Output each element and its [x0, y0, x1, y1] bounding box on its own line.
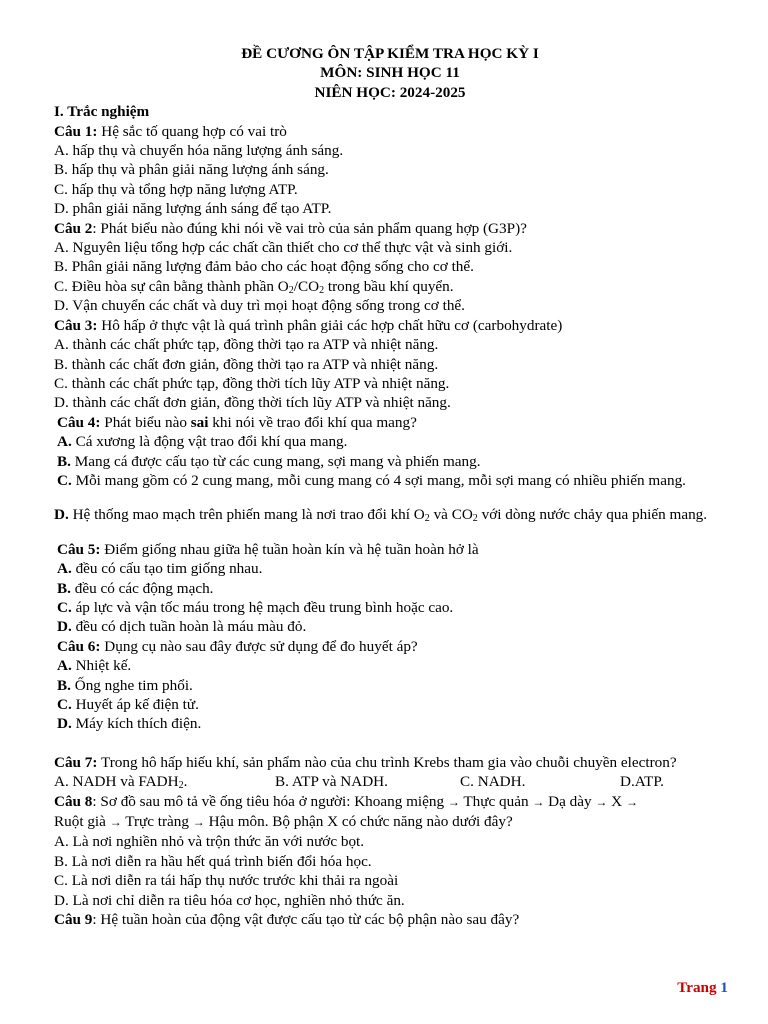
option-text: A. NADH và FADH	[54, 773, 179, 791]
option-text: đều có các động mạch.	[70, 579, 214, 597]
option-d: D.ATP.	[620, 773, 664, 791]
question-label: Câu 4:	[57, 413, 101, 431]
option-d: D. Là nơi chỉ diễn ra tiêu hóa cơ học, nghiền nhỏ thức ăn.	[54, 891, 405, 909]
arrow-icon: →	[447, 794, 460, 809]
question-text: Hệ sắc tố quang hợp có vai trò	[97, 122, 287, 140]
option-label: C.	[57, 471, 72, 489]
option-b	[54, 579, 726, 598]
subscript: 2	[178, 780, 184, 792]
question-text: Dạ dày	[544, 792, 596, 810]
option-text: Mỗi mang gồm có 2 cung mang, mỗi cung mang có 4 sợi mang, mỗi sợi mang có nhiều phiến mang.	[71, 471, 686, 489]
option-text: .	[183, 773, 188, 791]
option-text: trong bầu khí quyển.	[324, 277, 454, 295]
option-label: A.	[57, 560, 72, 578]
option-label: D.	[57, 715, 72, 733]
question-6	[54, 637, 726, 656]
doc-subject: MÔN: SINH HỌC 11	[320, 64, 460, 82]
question-text: Trực tràng	[121, 813, 193, 831]
question-8	[54, 792, 726, 812]
options-row	[54, 772, 726, 791]
question-text: : Hệ tuần hoàn của động vật được cấu tạo từ các bộ phận nào sau đây?	[92, 911, 520, 929]
option-text: Mang cá được cấu tạo từ các cung mang, sợi mang và phiến mang.	[70, 452, 481, 470]
option-label: B.	[57, 676, 71, 694]
question-label: Câu 7:	[54, 753, 98, 771]
option-d	[54, 714, 726, 733]
option-b	[54, 676, 726, 695]
option-text: đều có dịch tuần hoàn là máu màu đỏ.	[71, 618, 307, 636]
question-9	[54, 910, 726, 929]
option-b: B. Là nơi diễn ra hầu hết quá trình biến đổi hóa học.	[54, 852, 372, 870]
option-label: D.	[54, 506, 69, 524]
option-label: A.	[57, 433, 72, 451]
option-b: B. Phân giải năng lượng đảm bảo cho các hoạt động sống cho cơ thể.	[54, 258, 474, 276]
option-c: C. Là nơi diễn ra tái hấp thụ nước trước khi thải ra ngoài	[54, 872, 399, 890]
page-number-value: 1	[720, 979, 728, 996]
option-a	[54, 432, 726, 451]
option-c: C. hấp thụ và tổng hợp năng lượng ATP.	[54, 180, 298, 198]
option-text: Huyết áp kế điện tử.	[71, 696, 199, 713]
option-a	[54, 656, 726, 675]
option-text: C. Điều hòa sự cân bằng thành phần O	[54, 277, 289, 295]
arrow-icon: →	[109, 815, 122, 830]
question-text: Phát biểu nào	[100, 413, 191, 431]
question-7	[54, 753, 726, 772]
document-page	[54, 44, 726, 929]
option-b: B. hấp thụ và phân giải năng lượng ánh sáng.	[54, 161, 329, 179]
option-label: C.	[57, 696, 72, 713]
option-c: C. NADH.	[460, 773, 526, 791]
arrow-icon: →	[532, 794, 545, 809]
question-label: Câu 2	[54, 219, 93, 237]
question-text: khi nói về trao đổi khí qua mang?	[208, 413, 417, 431]
option-text: Ống nghe tim phổi.	[70, 676, 193, 694]
option-c	[54, 277, 726, 296]
option-d	[54, 505, 726, 524]
question-text: Thực quản	[459, 792, 533, 810]
subscript: 2	[288, 284, 294, 296]
question-2	[54, 219, 726, 238]
question-1	[54, 122, 726, 141]
option-b: B. thành các chất đơn giản, đồng thời tạo ra ATP và nhiệt năng.	[54, 355, 439, 373]
doc-title: ĐỀ CƯƠNG ÔN TẬP KIỂM TRA HỌC KỲ I	[241, 45, 539, 62]
question-text: Điểm giống nhau giữa hệ tuần hoàn kín và hệ tuần hoàn hở là	[100, 540, 479, 558]
option-c: C. thành các chất phức tạp, đồng thời tích lũy ATP và nhiệt năng.	[54, 374, 450, 392]
question-text: X	[607, 792, 626, 810]
subscript: 2	[319, 284, 325, 296]
option-label: B.	[57, 452, 71, 470]
question-text: Dụng cụ nào sau đây được sử dụng để đo huyết áp?	[100, 637, 418, 655]
question-5	[54, 540, 726, 559]
option-text: đều có cấu tạo tim giống nhau.	[71, 560, 263, 578]
option-text: Cá xương là động vật trao đổi khí qua mang.	[71, 433, 348, 451]
option-label: D.	[57, 618, 72, 636]
arrow-icon: →	[595, 794, 608, 809]
option-d	[54, 617, 726, 636]
question-label: Câu 9	[54, 911, 93, 929]
question-text: : Phát biểu nào đúng khi nói về vai trò của sản phẩm quang hợp (G3P)?	[92, 219, 527, 237]
option-a: A. Nguyên liệu tổng hợp các chất cần thiết cho cơ thể thực vật và sinh giới.	[54, 239, 513, 257]
option-a	[54, 559, 726, 578]
arrow-icon: →	[192, 815, 205, 830]
option-c	[54, 471, 726, 490]
question-text: Hô hấp ở thực vật là quá trình phân giải các hợp chất hữu cơ (carbohydrate)	[97, 316, 563, 334]
option-c	[54, 598, 726, 617]
page-label: Trang	[677, 979, 721, 996]
question-text: Ruột già	[54, 813, 110, 831]
option-b: B. ATP và NADH.	[275, 773, 388, 791]
option-b	[54, 452, 726, 471]
option-label: B.	[57, 579, 71, 597]
option-text: Máy kích thích điện.	[71, 715, 202, 733]
option-text: Hệ thống mao mạch trên phiến mang là nơi trao đổi khí O	[68, 506, 425, 524]
option-text: áp lực và vận tốc máu trong hệ mạch đều trung bình hoặc cao.	[71, 598, 454, 616]
option-label: A.	[57, 657, 72, 675]
option-text: với dòng nước chảy qua phiến mang.	[477, 506, 708, 524]
question-text: Trong hô hấp hiếu khí, sản phẩm nào của chu trình Krebs tham gia vào chuỗi chuyền electron?	[97, 753, 677, 771]
question-label: Câu 1:	[54, 122, 98, 140]
option-d: D. Vận chuyển các chất và duy trì mọi hoạt động sống trong cơ thể.	[54, 297, 465, 315]
section-title: I. Trắc nghiệm	[54, 103, 150, 121]
option-label: C.	[57, 598, 72, 616]
option-text: /CO	[293, 277, 320, 295]
question-emphasis: sai	[190, 413, 209, 431]
page-number	[677, 979, 728, 997]
question-label: Câu 8	[54, 792, 93, 810]
question-text: Hậu môn. Bộ phận X có chức năng nào dưới đây?	[204, 813, 513, 831]
question-text: : Sơ đồ sau mô tả về ống tiêu hóa ở người: Khoang miệng	[92, 792, 448, 810]
option-a	[54, 772, 275, 791]
question-3	[54, 316, 726, 335]
question-label: Câu 5:	[57, 540, 101, 558]
option-text: Nhiệt kế.	[71, 657, 132, 675]
subscript: 2	[472, 513, 478, 525]
subscript: 2	[424, 513, 430, 525]
option-a: A. hấp thụ và chuyển hóa năng lượng ánh sáng.	[54, 142, 344, 160]
arrow-icon: →	[625, 794, 638, 809]
question-4	[54, 413, 726, 432]
question-label: Câu 6:	[57, 637, 101, 655]
option-d: D. thành các chất đơn giản, đồng thời tích lũy ATP và nhiệt năng.	[54, 394, 451, 412]
option-text: và CO	[429, 506, 473, 524]
option-a: A. thành các chất phức tạp, đồng thời tạo ra ATP và nhiệt năng.	[54, 336, 439, 354]
question-8-cont	[54, 812, 726, 832]
question-label: Câu 3:	[54, 316, 98, 334]
doc-year: NIÊN HỌC: 2024-2025	[314, 83, 466, 101]
option-d: D. phân giải năng lượng ánh sáng để tạo ATP.	[54, 200, 332, 218]
option-c	[54, 695, 726, 714]
option-a: A. Là nơi nghiền nhỏ và trộn thức ăn với nước bọt.	[54, 833, 365, 851]
